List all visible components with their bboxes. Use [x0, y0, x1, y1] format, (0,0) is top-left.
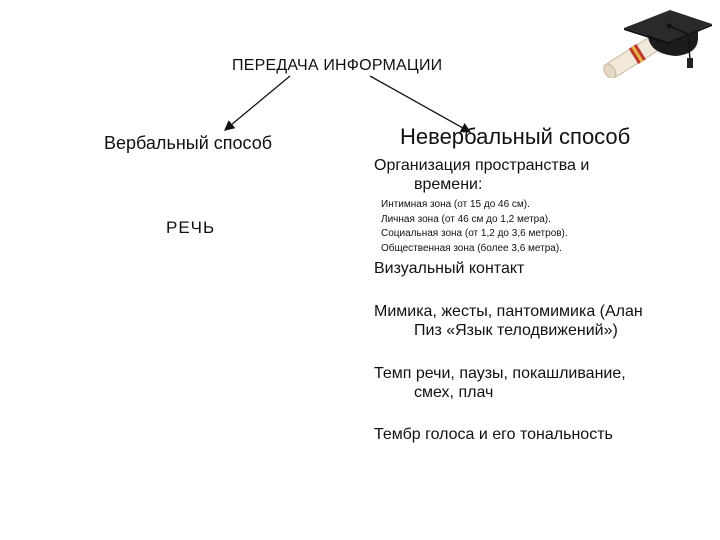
- nonverbal-item-visual-contact: Визуальный контакт: [374, 260, 525, 277]
- distance-zones-list: [381, 198, 568, 256]
- nonverbal-item-speech-tempo: [374, 364, 626, 402]
- verbal-item-speech: РЕЧЬ: [166, 218, 216, 237]
- space-time-line-1: Организация пространства и: [374, 157, 590, 174]
- mimicry-line-1: Мимика, жесты, пантомимика (Алан: [374, 303, 643, 320]
- nonverbal-item-mimicry: [374, 302, 643, 340]
- zone-personal: Личная зона (от 46 см до 1,2 метра).: [381, 213, 551, 225]
- tempo-line-1: Темп речи, паузы, покашливание,: [374, 365, 626, 382]
- space-time-line-2: времени:: [414, 176, 483, 193]
- zone-social: Социальная зона (от 1,2 до 3,6 метров).: [381, 228, 568, 239]
- nonverbal-item-space-time: [374, 156, 589, 194]
- nonverbal-item-voice-timbre: Тембр голоса и его тональность: [374, 426, 613, 443]
- zone-intimate: Интимная зона (от 15 до 46 см).: [381, 199, 530, 210]
- tempo-line-2: смех, плач: [414, 384, 494, 401]
- nonverbal-method-heading: Невербальный способ: [400, 124, 631, 149]
- zone-public: Общественная зона (более 3,6 метра).: [381, 242, 562, 254]
- diagram-title: ПЕРЕДАЧА ИНФОРМАЦИИ: [232, 57, 443, 74]
- mimicry-line-2: Пиз «Язык телодвижений»): [414, 322, 618, 339]
- graduation-cap-diploma-icon: [598, 6, 714, 78]
- verbal-method-heading: Вербальный способ: [104, 133, 273, 153]
- arrow-to-verbal: [225, 76, 290, 130]
